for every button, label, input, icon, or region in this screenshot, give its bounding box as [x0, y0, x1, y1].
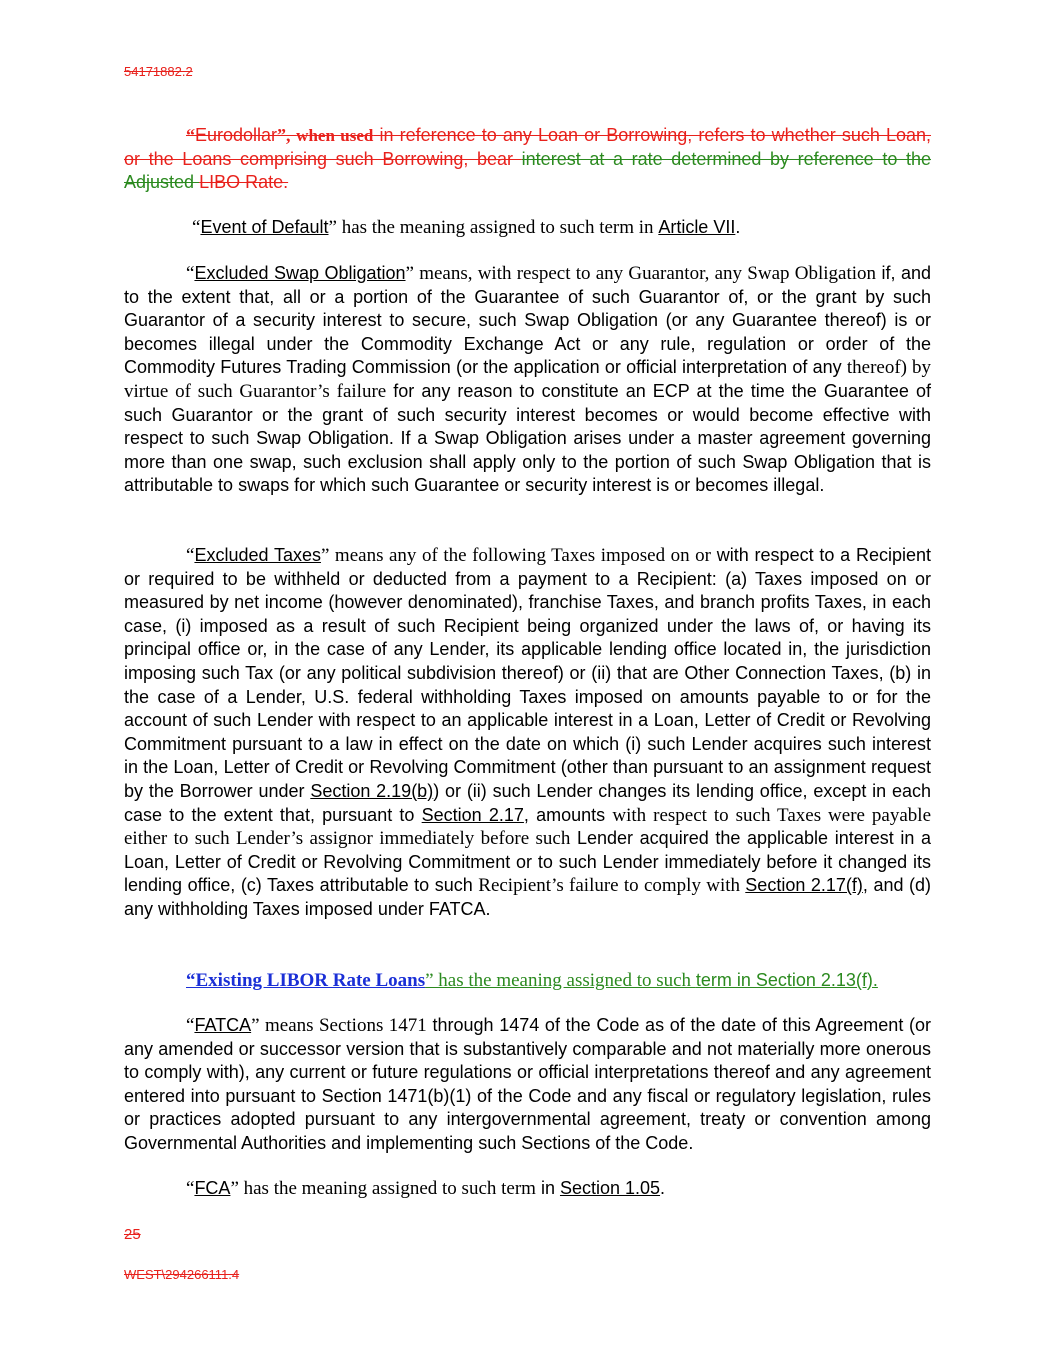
section-2-17-ref: Section 2.17: [421, 804, 524, 825]
definition-eurodollar: [124, 124, 931, 195]
definition-event-of-default: “Event of Default” has the meaning assigned to such term in Article VII.: [192, 217, 741, 238]
page-number: 25: [124, 1226, 141, 1243]
excluded-taxes-term: Excluded Taxes: [194, 545, 321, 565]
eurodollar-when-used: when used: [296, 126, 374, 145]
section-1-05-ref: Section 1.05: [559, 1178, 661, 1198]
fca-term: FCA: [194, 1178, 231, 1198]
definition-excluded-taxes: “Excluded Taxes” means any of the following Taxes imposed on or with respect to a Recipient or required to be withheld or deducted from a payment to a Recipient: (a) Taxes imposed on or measured by net income (however denominated), franchise Taxes, and branch profits Taxes, in each case, (i) imposed as a result of such Recipient being organized under the laws of, or having its principal office or, in the case of any Lender, its applicable lending office located in, the jurisdiction imposing such Tax (or any political subdivision thereof) or (ii) that are Other Connection Taxes, (b) in the case of a Lender, U.S. federal withholding Taxes imposed on amounts payable to or for the account of such Lender with respect to an applicable interest in a Loan, Letter of Credit or Revolving Commitment pursuant to a law in effect on the date on which (i) such Lender acquires such interest in the Loan, Letter of Credit or Revolving Commitment (other than pursuant to an assignment request by the Borrower under Section 2.19(b)) or (ii) such Lender changes its lending office, except in each case to the extent that, pursuant to Section 2.17, amounts with respect to such Taxes were payable either to such Lender’s assignor immediately before such Lender acquired the applicable interest in a Loan, Letter of Credit or Revolving Commitment or to such Lender immediately before it changed its lending office, (c) Taxes attributable to such Recipient’s failure to comply with Section 2.17(f), and (d) any withholding Taxes imposed under FATCA.: [124, 545, 932, 919]
existing-libor-term: “Existing LIBOR Rate Loans: [186, 970, 426, 991]
article-vii-ref: Article VII: [658, 217, 736, 237]
section-2-13-f-ref: term in Section 2.13(f).: [695, 970, 878, 990]
definition-excluded-swap-obligation: “Excluded Swap Obligation” means, with respect to any Guarantor, any Swap Obligation if, and to the extent that, all or a portion of the Guarantee of such Guarantor of, or the grant by such Guarantor of a security interest to secure, such Swap Obligation (or any Guarantee thereof) is or becomes illegal under the Commodity Exchange Act or any rule, regulation or order of the Commodity Futures Trading Commission (or the application or official interpretation of any thereof) by virtue of such Guarantor’s failure for any reason to constitute an ECP at the time the Guarantee of such Guarantor or the grant of such security interest becomes or would become effective with respect to such Swap Obligation. If a Swap Obligation arises under a master agreement governing more than one swap, such exclusion shall apply only to the portion of such Swap Obligation that is attributable to swaps for which such Guarantee or security interest is or becomes illegal.: [124, 263, 931, 496]
eurodollar-green-text: interest at a rate determined by reference to the Adjusted: [124, 148, 931, 193]
eurodollar-close-quote: ”,: [277, 125, 297, 145]
definition-fatca: “FATCA” means Sections 1471 through 1474 of the Code as of the date of this Agreement (or any amended or successor version that is substantively comparable and not materially more onerous to comply with), any current or future regulations or official interpretations thereof and any agreement entered into pursuant to Section 1471(b)(1) of the Code and any fiscal or regulatory legislation, rules or practices adopted pursuant to any intergovernmental agreement, treaty or convention among Governmental Authorities and implementing such Sections of the Code.: [124, 1015, 932, 1153]
eurodollar-libo-rate: LIBO Rate.: [199, 172, 289, 193]
fatca-term: FATCA: [194, 1015, 252, 1035]
section-2-17-f-ref: Section 2.17(f): [745, 875, 863, 896]
eurodollar-red-text: in reference to any Loan or Borrowing, refers to whether such Loan, or the Loans comprising such Borrowing, bear: [124, 125, 932, 169]
eurodollar-open-quote: “: [186, 125, 195, 145]
eurodollar-term: Eurodollar: [195, 125, 278, 145]
definition-fca: “FCA” has the meaning assigned to such term in Section 1.05.: [186, 1178, 666, 1199]
footer-doc-id: WEST\294266111.4: [124, 1267, 240, 1282]
section-2-19-b-ref: Section 2.19(b): [310, 780, 434, 801]
event-of-default-term: Event of Default: [200, 217, 329, 237]
excluded-swap-term: Excluded Swap Obligation: [194, 263, 406, 283]
definition-existing-libor-rate-loans: “Existing LIBOR Rate Loans” has the meaning assigned to such term in Section 2.13(f).: [186, 970, 878, 991]
header-doc-id: 54171882.2: [124, 64, 193, 79]
